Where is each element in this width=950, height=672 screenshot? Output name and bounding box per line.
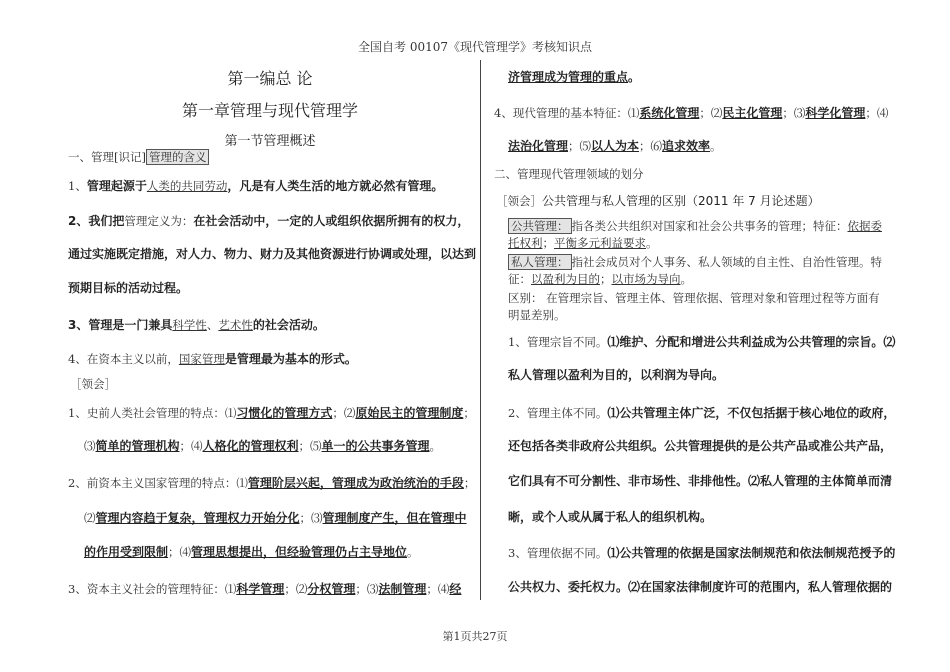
paragraph-2-line-1: 2、我们把管理定义为：在社会活动中，一定的人或组织依据所拥有的权力， [68, 214, 470, 228]
page-footer: 第1页共27页 [442, 630, 508, 643]
private-management-line-2: 征：以盈利为目的；以市场为导向。 [508, 272, 692, 286]
diff-1-line-1: 1、管理宗旨不同。⑴维护、分配和增进公共利益成为公共管理的宗旨。⑵ [508, 335, 896, 349]
difference-line-2: 明显差别。 [508, 308, 566, 322]
understand-2-line-3: 的作用受到限制；⑷管理思想提出，但经验管理仍占主导地位。 [84, 545, 419, 559]
diff-2-line-2: 还包括各类非政府公共组织。公共管理提供的是公共产品或准公共产品， [508, 439, 893, 453]
section-title: 第一节管理概述 [224, 134, 316, 149]
understand-1-line-2: ⑶简单的管理机构；⑷人格化的管理权利；⑸单一的公共事务管理。 [84, 439, 442, 453]
diff-3-line-1: 3、管理依据不同。⑴公共管理的依据是国家法制规范和依法制规范授予的 [508, 546, 896, 560]
paragraph-2-line-2: 通过实施既定措施，对人力、物力、财力及其他资源进行协调或处理，以达到 [68, 247, 477, 261]
public-management-line-2: 托权利；平衡多元利益要求。 [508, 236, 658, 250]
heading-boxed-term: 管理的含义 [146, 149, 210, 165]
understand-3: 3、资本主义社会的管理特征：⑴科学管理；⑵分权管理；⑶法制管理；⑷经 [68, 582, 462, 596]
public-management-line-1: 公共管理： 指各类公共组织对国家和社会公共事务的管理；特征：依据委 [508, 218, 882, 234]
chapter-title: 第一章管理与现代管理学 [181, 101, 358, 120]
diff-2-line-3: 它们具有不可分割性、非市场性、非排他性。⑵私人管理的主体简单而清 [508, 474, 893, 488]
understand-2-line-2: ⑵管理内容趋于复杂，管理权力开始分化；⑶管理制度产生，但在管理中 [84, 511, 467, 525]
diff-3-line-2: 公共权力、委托权力。⑵在国家法律制度许可的范围内，私人管理依据的 [508, 580, 893, 594]
paragraph-4: 4、在资本主义以前，国家管理是管理最为基本的形式。 [68, 352, 357, 366]
heading-prefix: 一、管理[识记] [68, 150, 146, 164]
understand-1-line-1: 1、史前人类社会管理的特点：⑴习惯化的管理方式；⑵原始民主的管理制度； [68, 406, 475, 420]
paragraph-3: 3、管理是一门兼具科学性、艺术性的社会活动。 [68, 318, 325, 332]
paragraph-2-line-3: 预期目标的活动过程。 [68, 281, 189, 295]
diff-2-line-1: 2、管理主体不同。⑴公共管理主体广泛，不仅包括据于核心地位的政府， [508, 406, 896, 420]
column-divider [480, 60, 481, 600]
right-continuation: 济管理成为管理的重点。 [508, 70, 641, 84]
private-management-line-1: 私人管理： 指社会成员对个人事务、私人领域的自主性、自治性管理。特 [508, 254, 882, 270]
part-title: 第一编总 论 [227, 69, 313, 88]
paragraph-1: 1、管理起源于人类的共同劳动，凡是有人类生活的地方就必然有管理。 [68, 179, 444, 193]
features-line-2: 法治化管理；⑸以人为本；⑹追求效率。 [508, 139, 722, 153]
understand-2-line-1: 2、前资本主义国家管理的特点：⑴管理阶层兴起，管理成为政治统治的手段； [68, 476, 476, 490]
difference-line-1: 区别： 在管理宗旨、管理主体、管理依据、管理对象和管理过程等方面有 [508, 291, 880, 305]
public-management-boxed-term: 公共管理： [508, 218, 572, 234]
diff-2-line-4: 晰，或个人或从属于私人的组织机构。 [508, 510, 713, 524]
private-management-boxed-term: 私人管理： [508, 254, 572, 270]
diff-1-line-2: 私人管理以盈利为目的，以利润为导向。 [508, 368, 725, 382]
heading-management [68, 149, 209, 165]
understand-label: ［领会］ [70, 377, 116, 391]
domains-subheading: ［领会］公共管理与私人管理的区别（2011 年 7 月论述题） [496, 194, 820, 208]
features-line-1: 4、现代管理的基本特征：⑴系统化管理；⑵民主化管理；⑶科学化管理；⑷ [494, 106, 889, 120]
page-header: 全国自考 00107《现代管理学》考核知识点 [358, 40, 592, 54]
heading-domains: 二、管理现代管理领域的划分 [494, 167, 644, 181]
